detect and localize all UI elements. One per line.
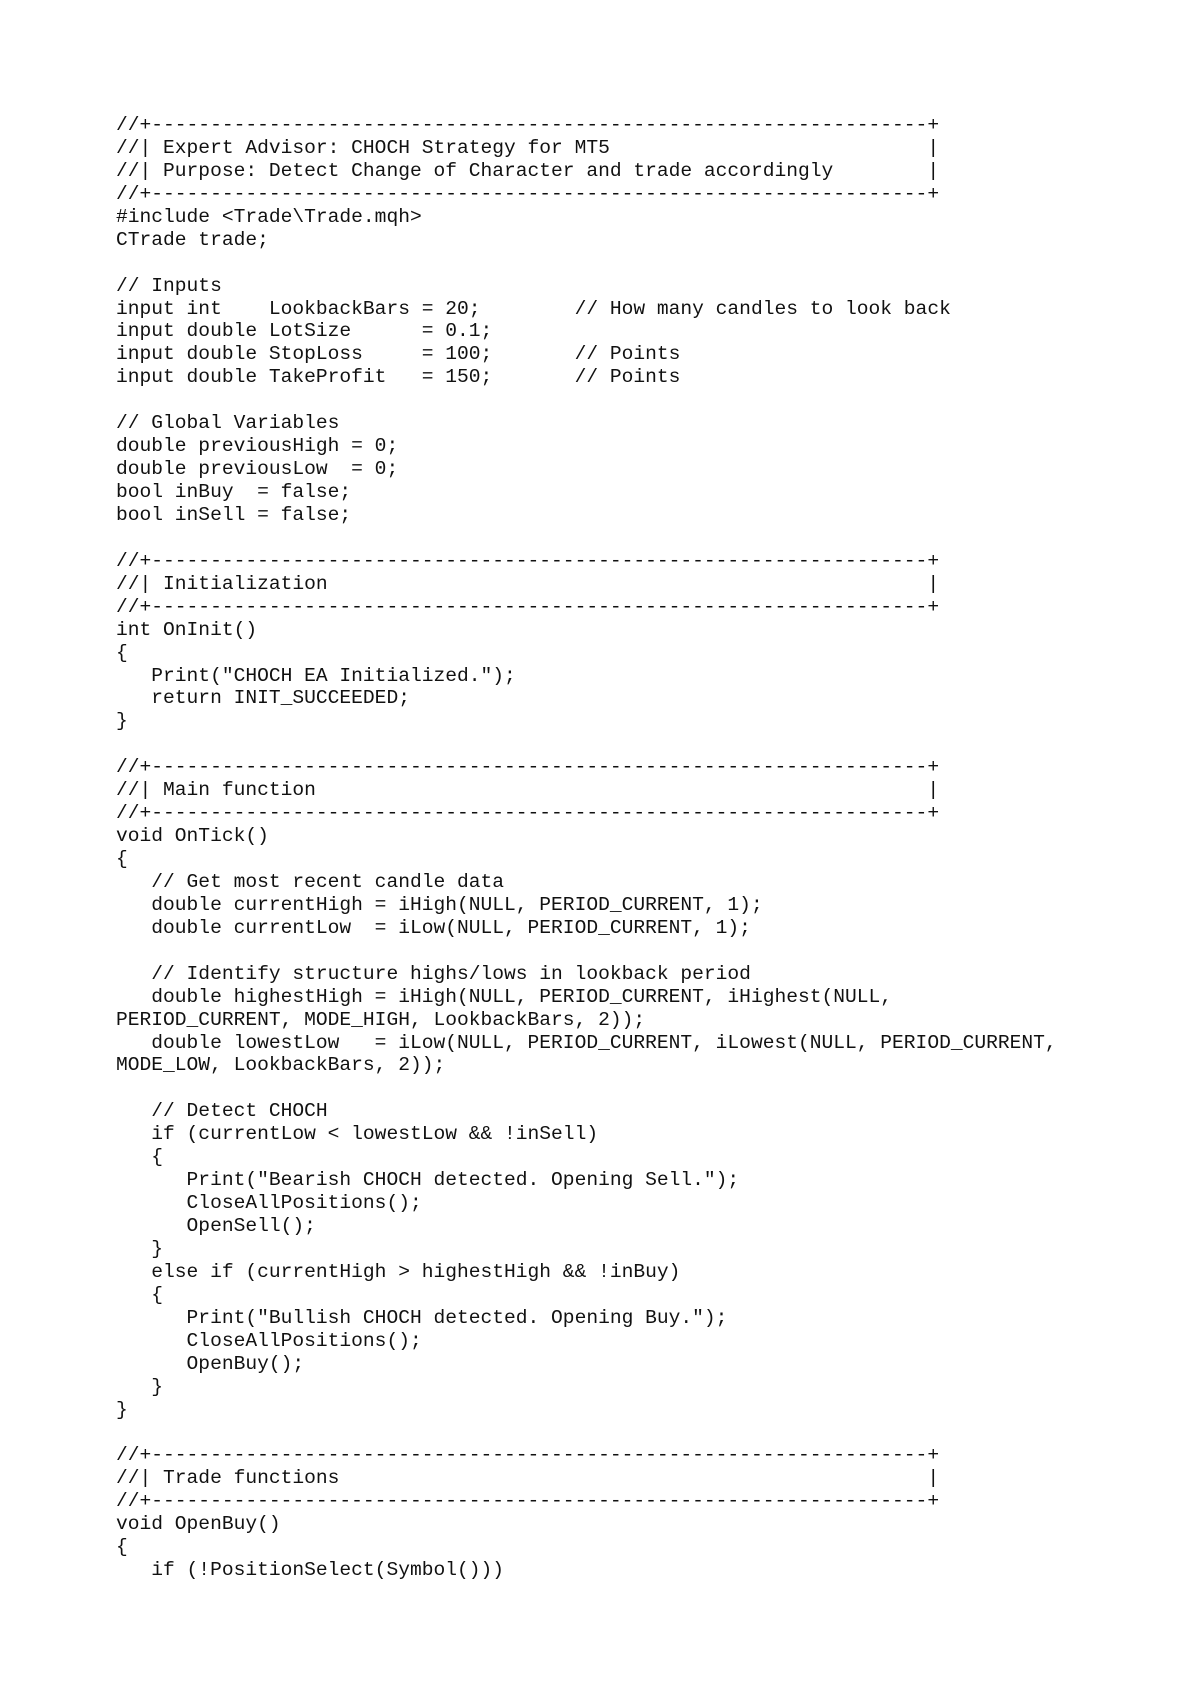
code-line: //+------------------------------------------------------------------+ [116,114,940,136]
code-line: //+------------------------------------------------------------------+ [116,549,940,572]
code-line: { [116,1536,128,1559]
code-line: double previousHigh = 0; [116,435,399,458]
code-line: double lowestLow = iLow(NULL, PERIOD_CURRENT, iLowest(NULL, PERIOD_CURRENT, [116,1031,1057,1054]
code-line: } [116,1398,128,1421]
code-line: input double LotSize = 0.1; [116,320,493,343]
code-line: Print("Bearish CHOCH detected. Opening Sell."); [116,1169,740,1192]
code-line: if (!PositionSelect(Symbol())) [116,1559,505,1582]
code-line: Print("Bullish CHOCH detected. Opening Buy."); [116,1306,728,1329]
code-line: { [116,1146,164,1169]
code-line: else if (currentHigh > highestHigh && !inBuy) [116,1260,681,1283]
code-line: { [116,641,128,664]
code-line: //+------------------------------------------------------------------+ [116,1444,940,1467]
code-line: //| Initialization | [116,572,940,595]
code-block [116,114,1057,1582]
code-line: return INIT_SUCCEEDED; [116,687,410,710]
code-line: input double TakeProfit = 150; // Points [116,366,681,389]
code-line: double currentLow = iLow(NULL, PERIOD_CURRENT, 1); [116,916,751,939]
code-line [116,940,1057,963]
code-line: // Detect CHOCH [116,1100,328,1123]
code-line: OpenBuy(); [116,1352,305,1375]
code-line: input double StopLoss = 100; // Points [116,343,681,366]
code-line: //| Main function | [116,779,940,802]
code-line: //+------------------------------------------------------------------+ [116,802,940,825]
code-line: // Inputs [116,274,222,297]
code-line: } [116,1237,164,1260]
code-line: //| Purpose: Detect Change of Character and trade accordingly | [116,159,940,182]
code-line [116,252,1057,275]
code-line: //| Trade functions | [116,1467,940,1490]
code-line [116,1421,1057,1444]
code-line: OpenSell(); [116,1215,316,1237]
code-line [116,527,1057,550]
code-line: double previousLow = 0; [116,458,399,481]
code-line: // Global Variables [116,412,340,435]
code-line: CTrade trade; [116,228,269,251]
code-line [116,389,1057,412]
code-line: input int LookbackBars = 20; // How many candles to look back [116,297,951,320]
code-line: CloseAllPositions(); [116,1192,422,1215]
code-line: if (currentLow < lowestLow && !inSell) [116,1123,599,1146]
code-line: // Get most recent candle data [116,870,505,893]
code-line: //+------------------------------------------------------------------+ [116,182,940,205]
code-line: //| Expert Advisor: CHOCH Strategy for MT5 | [116,136,940,159]
code-line: #include <Trade\Trade.mqh> [116,205,422,228]
code-line: double currentHigh = iHigh(NULL, PERIOD_CURRENT, 1); [116,893,763,916]
code-line: PERIOD_CURRENT, MODE_HIGH, LookbackBars, 2)); [116,1008,646,1031]
code-line: void OpenBuy() [116,1513,281,1536]
code-line: int OnInit() [116,618,258,641]
code-line: //+------------------------------------------------------------------+ [116,1490,940,1513]
code-line: } [116,710,128,733]
code-line [116,1077,1057,1100]
code-line: void OnTick() [116,825,269,848]
code-line: bool inBuy = false; [116,481,352,503]
code-line: MODE_LOW, LookbackBars, 2)); [116,1054,446,1077]
code-line [116,733,1057,756]
code-line: { [116,1283,164,1306]
code-line: //+------------------------------------------------------------------+ [116,595,940,618]
code-line: bool inSell = false; [116,503,352,526]
code-line: { [116,848,128,870]
code-line: double highestHigh = iHigh(NULL, PERIOD_CURRENT, iHighest(NULL, [116,985,893,1008]
code-line: //+------------------------------------------------------------------+ [116,756,940,779]
code-line: // Identify structure highs/lows in lookback period [116,962,751,985]
code-line: } [116,1375,164,1398]
code-line: Print("CHOCH EA Initialized."); [116,664,516,687]
code-line: CloseAllPositions(); [116,1329,422,1352]
